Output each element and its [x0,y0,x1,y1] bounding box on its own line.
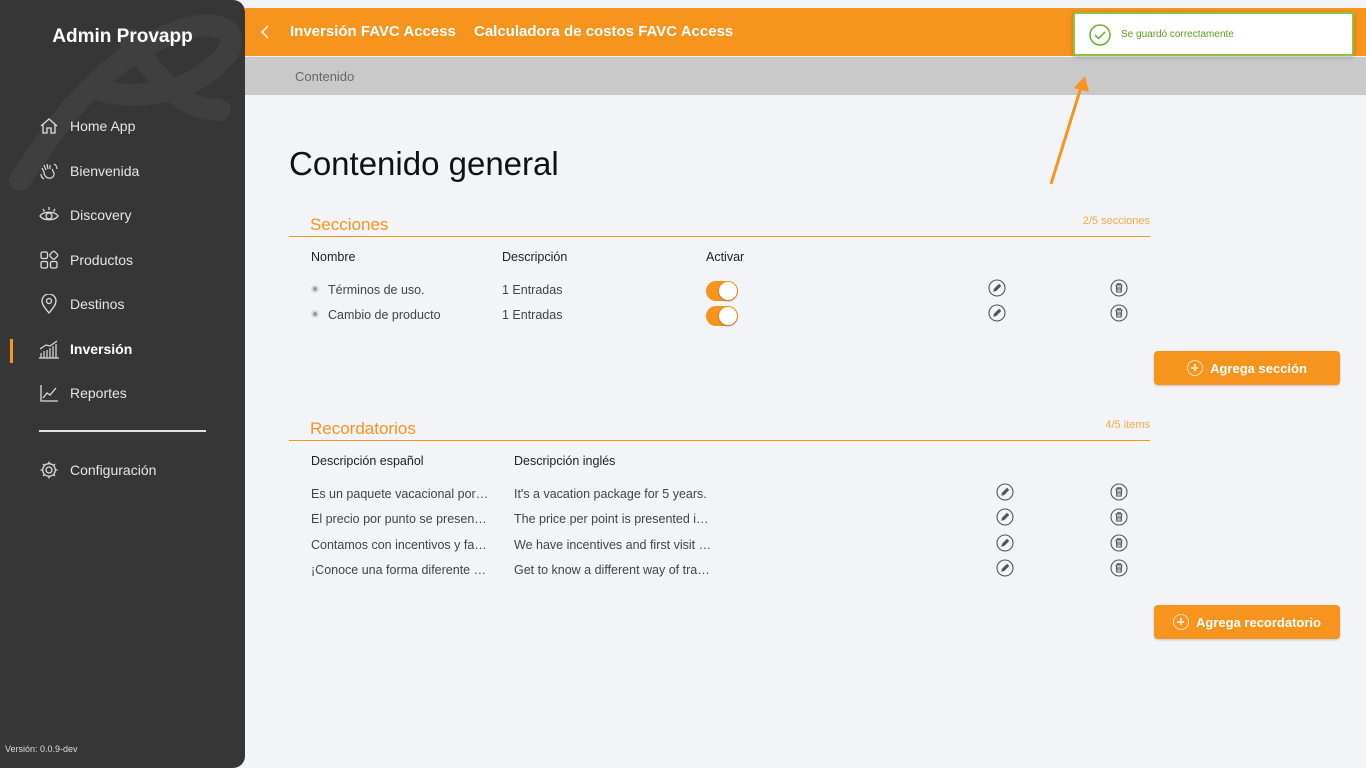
edit-pencil-icon[interactable] [996,534,1014,552]
breadcrumb-calculadora[interactable]: Calculadora de costos FAVC Access [474,23,734,40]
success-toast [1073,12,1354,56]
reminder-es: El precio por punto se presen… [311,512,487,526]
sidebar-item-label: Bienvenida [70,163,140,179]
reminder-es: ¡Conoce una forma diferente … [311,563,487,577]
breadcrumb-inversion[interactable]: Inversión FAVC Access [290,23,456,40]
delete-trash-icon[interactable] [1110,304,1128,322]
sidebar-item-destinos[interactable] [38,292,124,316]
secciones-count: 2/5 secciones [1082,215,1150,227]
sidebar-item-label: Configuración [70,462,157,478]
recordatorios-title: Recordatorios [310,419,416,438]
activate-toggle[interactable] [706,306,738,326]
sidebar-item-label: Discovery [70,207,132,223]
eye-icon [38,204,60,226]
sidebar-item-label: Home App [70,118,136,134]
recordatorios-header [289,417,1150,441]
plus-circle-icon [1173,614,1189,630]
column-header-descripcion: Descripción [502,250,568,264]
add-reminder-label: Agrega recordatorio [1196,614,1321,630]
delete-trash-icon[interactable] [1110,534,1128,552]
edit-pencil-icon[interactable] [996,559,1014,577]
check-circle-icon [1089,24,1111,46]
home-icon [38,115,60,137]
sidebar-item-discovery[interactable] [38,203,131,227]
waving-hand-icon [38,160,60,182]
activate-toggle[interactable] [706,281,738,301]
reminder-en: Get to know a different way of tra… [514,563,710,577]
column-header-descripcion-ingles: Descripción inglés [514,454,616,468]
sidebar-item-home-app[interactable] [38,114,135,138]
row-bullet [311,285,319,293]
reminder-es: Contamos con incentivos y fa… [311,538,487,552]
column-header-descripcion-espanol: Descripción español [311,454,424,468]
reminder-en: The price per point is presented i… [514,512,709,526]
sidebar-item-inversion[interactable] [38,337,132,361]
app-brand: Admin Provapp [52,26,193,47]
delete-trash-icon[interactable] [1110,483,1128,501]
sidebar-item-label: Inversión [70,341,133,357]
column-header-activar: Activar [706,250,745,264]
section-description: 1 Entradas [502,308,563,322]
add-section-button[interactable] [1154,351,1340,385]
location-pin-icon [38,293,60,315]
edit-pencil-icon[interactable] [996,508,1014,526]
column-header-nombre: Nombre [311,250,356,264]
gear-icon [38,459,60,481]
sidebar-item-label: Reportes [70,385,127,401]
header-notch [363,0,375,8]
add-section-label: Agrega sección [1210,360,1307,376]
reminder-en: It's a vacation package for 5 years. [514,487,707,501]
reminder-es: Es un paquete vacacional por… [311,487,489,501]
edit-pencil-icon[interactable] [988,304,1006,322]
section-name: Cambio de producto [328,308,441,322]
version-label: Versión: 0.0.9-dev [5,744,78,754]
sidebar-divider [39,430,206,432]
sub-breadcrumb-bar [245,57,1366,95]
active-indicator [10,339,13,363]
sidebar-item-productos[interactable] [38,248,133,272]
delete-trash-icon[interactable] [1110,508,1128,526]
reminder-en: We have incentives and first visit … [514,538,712,552]
sub-breadcrumb-contenido[interactable]: Contenido [295,69,355,84]
secciones-header [289,213,1150,237]
line-chart-icon [38,382,60,404]
grid-icon [38,249,60,271]
plus-circle-icon [1187,360,1203,376]
secciones-title: Secciones [310,215,389,234]
sidebar-item-reportes[interactable] [38,381,127,405]
sidebar [0,0,245,768]
section-description: 1 Entradas [502,283,563,297]
annotation-arrow [1040,70,1100,190]
add-reminder-button[interactable] [1154,605,1340,639]
edit-pencil-icon[interactable] [996,483,1014,501]
delete-trash-icon[interactable] [1110,559,1128,577]
delete-trash-icon[interactable] [1110,279,1128,297]
sidebar-item-configuracion[interactable] [38,458,156,482]
sidebar-item-label: Productos [70,252,134,268]
sidebar-item-label: Destinos [70,296,125,312]
sidebar-item-bienvenida[interactable] [38,159,139,183]
edit-pencil-icon[interactable] [988,279,1006,297]
page-title: Contenido general [289,145,559,182]
bar-chart-icon [38,338,60,360]
toast-message: Se guardó correctamente [1121,29,1234,40]
section-name: Términos de uso. [328,283,425,297]
back-chevron-icon[interactable] [259,24,271,40]
row-bullet [311,310,319,318]
recordatorios-count: 4/5 items [1105,419,1150,431]
